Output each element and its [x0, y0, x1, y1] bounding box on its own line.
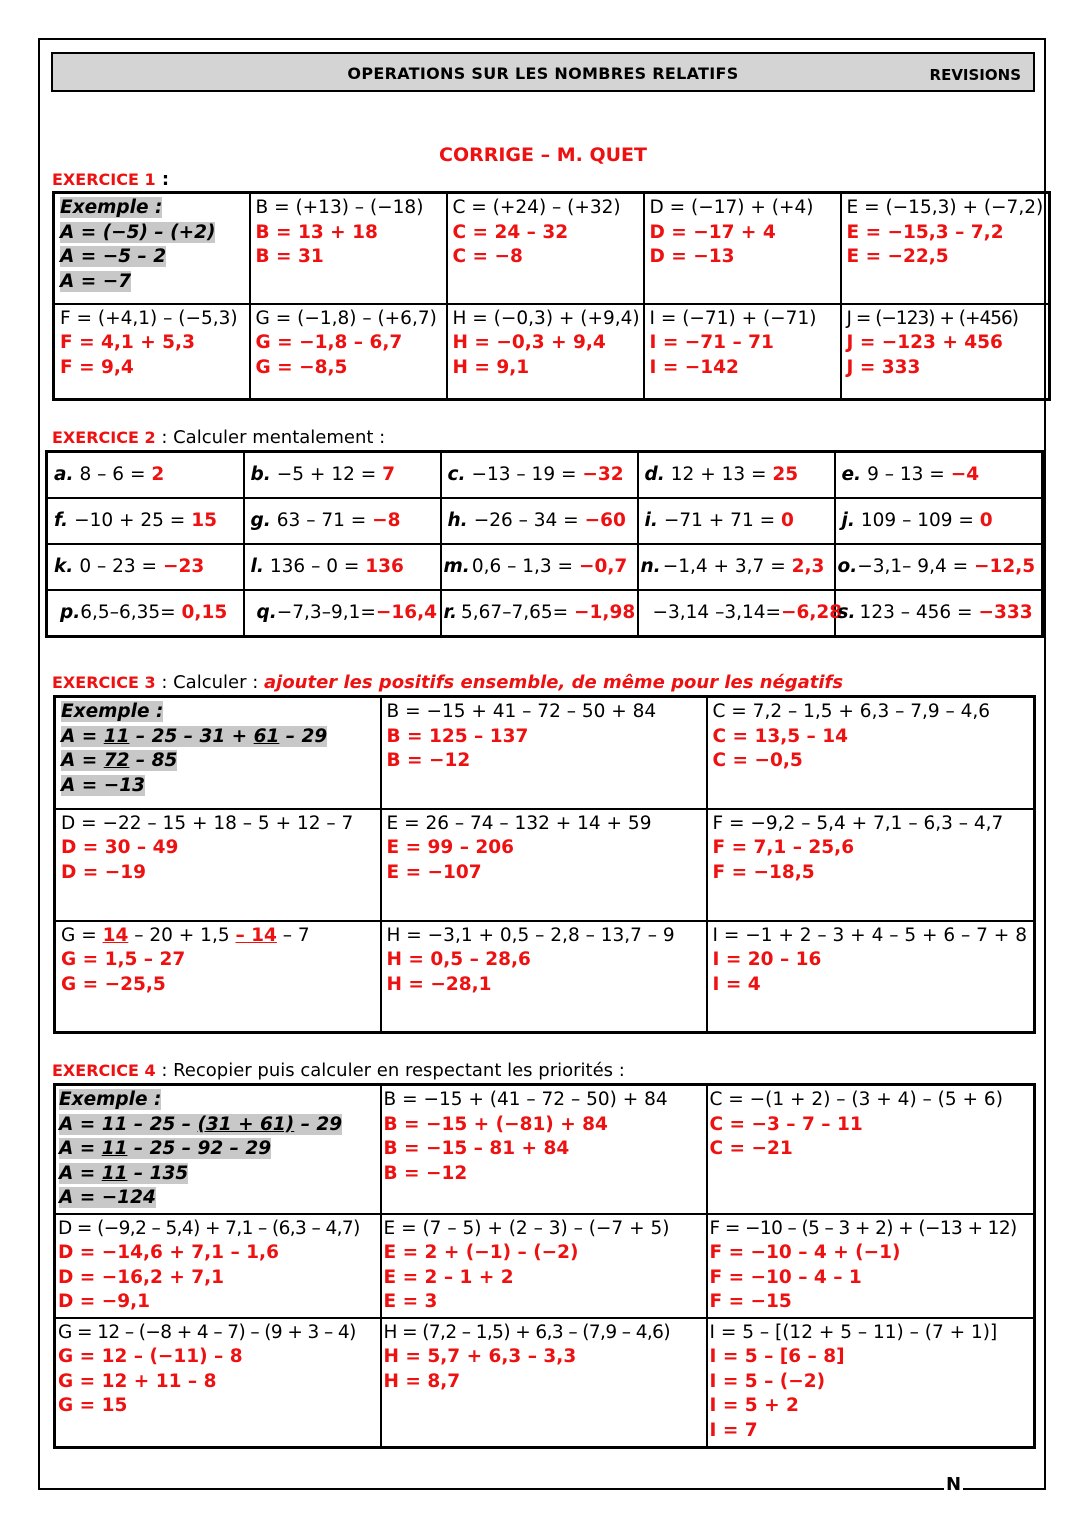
question: F = −10 – (5 – 3 + 2) + (−13 + 12) — [709, 1217, 1017, 1239]
ex4-instruction: : Recopier puis calculer en respectant les priorités : — [155, 1060, 625, 1081]
answer-line: E = −15,3 – 7,2 — [846, 221, 1004, 243]
ex1-example-line: A = −7 — [60, 270, 132, 292]
ex2-item — [835, 498, 1043, 544]
subtitle: CORRIGE – M. QUET — [439, 144, 647, 166]
underlined-term: 14 — [102, 924, 129, 946]
answer-line: I = 7 — [709, 1419, 758, 1441]
text: – 7 — [276, 924, 310, 946]
item-expr: 8 – 6 = — [79, 463, 146, 485]
answer-line: H = 8,7 — [383, 1370, 461, 1392]
question: C = −(1 + 2) – (3 + 4) – (5 + 6) — [709, 1089, 1003, 1110]
question: C = (+24) – (+32) — [452, 197, 621, 218]
answer-line: I = −71 – 71 — [649, 332, 774, 353]
item-label: e. — [841, 463, 862, 485]
item-answer: −12,5 — [974, 555, 1036, 577]
ex1-example-cell — [54, 193, 250, 304]
item-answer: −333 — [978, 601, 1033, 623]
ex2-item — [638, 590, 843, 637]
item-label: k. — [54, 555, 74, 577]
ex3-cell-h — [381, 921, 707, 1033]
question: D = −22 – 15 + 18 – 5 + 12 – 7 — [61, 812, 354, 834]
answer-line: E = 99 – 206 — [386, 837, 515, 858]
question: B = (+13) – (−18) — [255, 197, 424, 218]
ex4-example-line: A = −124 — [59, 1187, 156, 1208]
answer-line: I = 4 — [712, 973, 761, 995]
underlined-term: 61 — [253, 725, 280, 747]
ex2-item — [638, 498, 835, 544]
ex3-example-line: A = −13 — [61, 774, 145, 796]
header-tag: REVISIONS — [929, 66, 1021, 84]
text: A = — [59, 1162, 102, 1184]
ex3-table — [53, 695, 1036, 1034]
item-label: p. — [60, 601, 81, 623]
ex1-example-line: A = (−5) – (+2) — [60, 221, 216, 243]
ex4-example-label: Exemple : — [59, 1089, 162, 1110]
answer-line: D = −14,6 + 7,1 – 1,6 — [58, 1242, 279, 1263]
item-answer: 15 — [191, 509, 217, 531]
answer-line: G = 15 — [58, 1395, 128, 1416]
ex4-example-line — [59, 1163, 188, 1184]
ex1-cell-c — [447, 193, 644, 304]
item-expr: −5 + 12 = — [276, 463, 377, 485]
answer-line: H = −0,3 + 9,4 — [452, 332, 606, 353]
answer-line: B = 31 — [255, 246, 324, 267]
item-answer: 136 — [365, 555, 404, 577]
ex4-cell-b — [381, 1085, 707, 1214]
answer-line: F = 4,1 + 5,3 — [60, 332, 195, 353]
item-expr: 0,6 – 1,3 = — [471, 555, 574, 577]
answer-line: G = 12 – (−11) – 8 — [58, 1346, 243, 1367]
text: A = 11 – 25 – — [59, 1113, 198, 1135]
underlined-term: – 14 — [235, 924, 277, 946]
item-answer: −8 — [372, 509, 401, 531]
ex4-example-line — [59, 1138, 271, 1159]
answer-line: D = 30 – 49 — [61, 837, 179, 858]
answer-line: D = −17 + 4 — [649, 221, 776, 243]
item-label: q. — [256, 601, 277, 623]
ex4-title — [52, 1061, 625, 1081]
ex4-cell-g — [55, 1318, 381, 1448]
answer-line: C = −21 — [709, 1138, 793, 1159]
item-expr: 136 – 0 = — [269, 555, 360, 577]
question: H = (−0,3) + (+9,4) — [452, 307, 640, 329]
ex3-cell-g — [55, 921, 381, 1033]
ex3-example-line — [61, 750, 177, 771]
item-expr: −71 + 71 = — [663, 509, 776, 531]
ex2-item — [441, 498, 638, 544]
ex3-example-line — [61, 726, 327, 747]
answer-line: C = −3 – 7 – 11 — [709, 1113, 863, 1135]
question: D = (−17) + (+4) — [649, 197, 814, 218]
item-label: b. — [250, 463, 271, 485]
item-expr: −3,1– 9,4 = — [857, 555, 969, 577]
item-label: r. — [443, 601, 458, 623]
question: I = 5 – [(12 + 5 – 11) – (7 + 1)] — [709, 1321, 998, 1343]
ex1-sep: : — [155, 169, 170, 190]
ex4-example-line — [59, 1114, 342, 1135]
answer-line: C = −0,5 — [712, 750, 803, 771]
question: F = (+4,1) – (−5,3) — [60, 307, 238, 329]
underlined-term: (31 + 61) — [197, 1113, 295, 1135]
ex3-example-label: Exemple : — [61, 701, 164, 722]
item-label: h. — [447, 509, 468, 531]
question: G = (−1,8) – (+6,7) — [255, 307, 437, 329]
item-label: i. — [644, 509, 658, 531]
ex3-instruction: : Calculer : — [155, 672, 264, 693]
item-expr: −7,3–9,1= — [276, 601, 376, 623]
question: E = (−15,3) + (−7,2) — [846, 197, 1044, 218]
answer-line: F = −10 – 4 – 1 — [709, 1266, 862, 1288]
header-title: OPERATIONS SUR LES NOMBRES RELATIFS — [347, 64, 739, 83]
item-expr: 6,5–6,35= — [80, 601, 176, 623]
text: – 29 — [279, 725, 328, 747]
item-answer: −23 — [162, 555, 205, 577]
ex4-cell-e — [381, 1214, 707, 1318]
ex1-heading: EXERCICE 1 — [52, 170, 156, 189]
ex2-item — [244, 590, 441, 637]
ex1-table — [52, 191, 1051, 401]
item-answer: −1,98 — [574, 601, 636, 623]
ex2-item — [441, 544, 638, 590]
question: I = (−71) + (−71) — [649, 307, 817, 329]
answer-line: D = −19 — [61, 861, 146, 883]
item-answer: 2,3 — [791, 555, 825, 577]
ex2-item — [47, 452, 244, 499]
ex2-item — [47, 498, 244, 544]
item-label: l. — [250, 555, 264, 577]
item-label: o. — [837, 555, 858, 577]
underlined-term: 11 — [103, 725, 130, 747]
answer-line: G = 12 + 11 – 8 — [58, 1370, 217, 1392]
item-expr: 63 – 71 = — [276, 509, 367, 531]
item-label: s. — [837, 601, 856, 623]
ex2-table — [45, 450, 1044, 638]
item-answer: 7 — [382, 463, 396, 485]
ex1-cell-h — [447, 304, 644, 400]
ex1-cell-j — [841, 304, 1050, 400]
ex1-cell-d — [644, 193, 841, 304]
answer-line: B = −12 — [386, 750, 471, 771]
answer-line: H = 9,1 — [452, 356, 530, 378]
answer-line: H = −28,1 — [386, 973, 492, 995]
answer-line: B = 125 – 137 — [386, 725, 529, 747]
item-answer: −4 — [950, 463, 980, 485]
answer-line: I = 5 – (−2) — [709, 1370, 826, 1392]
item-answer: 0 — [979, 509, 993, 531]
text: – 20 + 1,5 — [128, 924, 236, 946]
item-label: a. — [54, 463, 74, 485]
item-answer: −0,7 — [578, 555, 628, 577]
ex3-example-cell — [55, 697, 381, 809]
text: – 85 — [129, 750, 178, 771]
question: I = −1 + 2 – 3 + 4 – 5 + 6 – 7 + 8 — [712, 924, 1027, 946]
item-expr: 123 – 456 = — [859, 601, 973, 623]
answer-line: I = 5 – [6 – 8] — [709, 1346, 845, 1367]
ex2-item — [835, 544, 1043, 590]
answer-line: G = −1,8 – 6,7 — [255, 332, 403, 353]
text: A = — [59, 1138, 102, 1159]
answer-line: J = 333 — [846, 356, 921, 378]
item-answer: −32 — [582, 463, 624, 485]
question: C = 7,2 – 1,5 + 6,3 – 7,9 – 4,6 — [712, 701, 991, 722]
question: H = −3,1 + 0,5 – 2,8 – 13,7 – 9 — [386, 924, 675, 946]
answer-line: C = 13,5 – 14 — [712, 725, 848, 747]
ex2-item — [47, 544, 244, 590]
ex2-item — [835, 452, 1043, 499]
answer-line: E = −107 — [386, 861, 482, 883]
answer-line: E = −22,5 — [846, 246, 949, 267]
ex2-item — [244, 452, 441, 499]
answer-line: E = 3 — [383, 1291, 438, 1312]
question: F = −9,2 – 5,4 + 7,1 – 6,3 – 4,7 — [712, 812, 1004, 834]
ex4-table — [53, 1083, 1036, 1449]
item-answer: 0,15 — [181, 601, 228, 623]
answer-line: G = 1,5 – 27 — [61, 949, 186, 970]
answer-line: E = 2 – 1 + 2 — [383, 1266, 514, 1288]
item-expr: −13 – 19 = — [471, 463, 577, 485]
answer-line: D = −16,2 + 7,1 — [58, 1266, 225, 1288]
answer-line: D = −9,1 — [58, 1291, 151, 1312]
text: A = — [61, 725, 104, 747]
item-label: n. — [640, 555, 661, 577]
answer-line: H = 5,7 + 6,3 – 3,3 — [383, 1346, 577, 1367]
text: – 29 — [294, 1113, 343, 1135]
item-answer: −6,28 — [781, 601, 843, 623]
answer-line: G = −25,5 — [61, 973, 166, 995]
answer-line: F = −15 — [709, 1291, 792, 1312]
underlined-term: 72 — [103, 750, 130, 771]
text: – 25 – 92 – 29 — [127, 1138, 272, 1159]
ex3-heading: EXERCICE 3 — [52, 673, 156, 692]
answer-line: C = 24 – 32 — [452, 221, 569, 243]
ex2-item — [244, 544, 441, 590]
ex3-cell-i — [707, 921, 1035, 1033]
question: H = (7,2 – 1,5) + 6,3 – (7,9 – 4,6) — [383, 1321, 670, 1343]
ex3-cell-e — [381, 809, 707, 921]
answer-line: I = −142 — [649, 356, 739, 378]
ex2-item — [47, 590, 244, 637]
item-expr: 5,67–7,65= — [461, 601, 569, 623]
ex2-item — [244, 498, 441, 544]
ex2-item — [835, 590, 1043, 637]
question: B = −15 + 41 – 72 – 50 + 84 — [386, 701, 657, 722]
item-label: c. — [447, 463, 466, 485]
question: D = (−9,2 – 5,4) + 7,1 – (6,3 – 4,7) — [58, 1217, 360, 1239]
answer-line: I = 5 + 2 — [709, 1395, 799, 1416]
ex4-cell-i — [707, 1318, 1035, 1448]
item-expr: −26 – 34 = — [473, 509, 579, 531]
answer-line: E = 2 + (−1) – (−2) — [383, 1242, 579, 1263]
ex4-cell-h — [381, 1318, 707, 1448]
ex2-item — [638, 544, 835, 590]
text: – 25 – 31 + — [129, 725, 254, 747]
item-answer: −16,4 — [375, 601, 438, 623]
question — [61, 924, 375, 949]
item-answer: 25 — [772, 463, 799, 485]
ex2-item — [441, 590, 638, 637]
item-label: j. — [841, 509, 855, 531]
ex4-heading: EXERCICE 4 — [52, 1061, 156, 1080]
ex4-cell-d — [55, 1214, 381, 1318]
answer-line: F = 9,4 — [60, 356, 134, 378]
question: B = −15 + (41 – 72 – 50) + 84 — [383, 1089, 668, 1110]
ex3-instruction-hint: ajouter les positifs ensemble, de même pour les négatifs — [264, 672, 844, 693]
item-label: m. — [443, 555, 470, 577]
underlined-term: 11 — [101, 1162, 128, 1184]
page-mark: N — [946, 1474, 962, 1495]
answer-line: F = −10 – 4 + (−1) — [709, 1242, 901, 1263]
item-expr: 0 – 23 = — [79, 555, 158, 577]
ex1-cell-f — [54, 304, 250, 400]
ex1-cell-g — [250, 304, 447, 400]
item-label: g. — [250, 509, 271, 531]
answer-line: B = 13 + 18 — [255, 221, 378, 243]
ex2-heading: EXERCICE 2 — [52, 428, 156, 447]
item-label: d. — [644, 463, 665, 485]
item-expr: 109 – 109 = — [860, 509, 974, 531]
answer-line: D = −13 — [649, 246, 735, 267]
page-header — [51, 52, 1035, 92]
question: G = 12 – (−8 + 4 – 7) – (9 + 3 – 4) — [58, 1321, 356, 1343]
ex3-cell-c — [707, 697, 1035, 809]
ex2-instruction: : Calculer mentalement : — [155, 427, 386, 448]
answer-line: G = −8,5 — [255, 356, 348, 378]
ex1-cell-i — [644, 304, 841, 400]
ex1-cell-e — [841, 193, 1050, 304]
item-expr: −3,14 –3,14= — [652, 601, 782, 623]
underlined-term: 11 — [101, 1138, 128, 1159]
ex3-title — [52, 673, 843, 693]
answer-line: I = 20 – 16 — [712, 949, 822, 970]
answer-line: B = −15 – 81 + 84 — [383, 1138, 570, 1159]
ex1-example-line: A = −5 – 2 — [60, 246, 167, 267]
answer-line: B = −15 + (−81) + 84 — [383, 1113, 608, 1135]
question: E = (7 – 5) + (2 – 3) – (−7 + 5) — [383, 1217, 670, 1239]
text: G = — [61, 924, 103, 946]
answer-line: F = −18,5 — [712, 861, 815, 883]
question: E = 26 – 74 – 132 + 14 + 59 — [386, 812, 652, 834]
answer-line: H = 0,5 – 28,6 — [386, 949, 531, 970]
ex3-cell-b — [381, 697, 707, 809]
ex3-cell-d — [55, 809, 381, 921]
question: J = (−123) + (+456) — [846, 307, 1018, 329]
ex1-title — [52, 170, 169, 190]
answer-line: B = −12 — [383, 1162, 468, 1184]
ex4-example-cell — [55, 1085, 381, 1214]
ex4-cell-c — [707, 1085, 1035, 1214]
ex1-example-label: Exemple : — [60, 197, 163, 218]
item-label: f. — [54, 509, 69, 531]
ex2-item — [638, 452, 835, 499]
item-expr: −1,4 + 3,7 = — [662, 555, 786, 577]
item-answer: 0 — [781, 509, 794, 531]
item-expr: 9 – 13 = — [867, 463, 945, 485]
ex2-title — [52, 428, 385, 448]
text: – 135 — [127, 1162, 189, 1184]
item-expr: 12 + 13 = — [670, 463, 767, 485]
ex4-cell-f — [707, 1214, 1035, 1318]
item-answer: −60 — [584, 509, 626, 531]
answer-line: C = −8 — [452, 246, 523, 267]
ex1-cell-b — [250, 193, 447, 304]
ex3-cell-f — [707, 809, 1035, 921]
text: A = — [61, 750, 104, 771]
answer-line: J = −123 + 456 — [846, 332, 1003, 353]
ex2-item — [441, 452, 638, 499]
item-expr: −10 + 25 = — [74, 509, 186, 531]
item-answer: 2 — [151, 463, 165, 485]
answer-line: F = 7,1 – 25,6 — [712, 837, 855, 858]
